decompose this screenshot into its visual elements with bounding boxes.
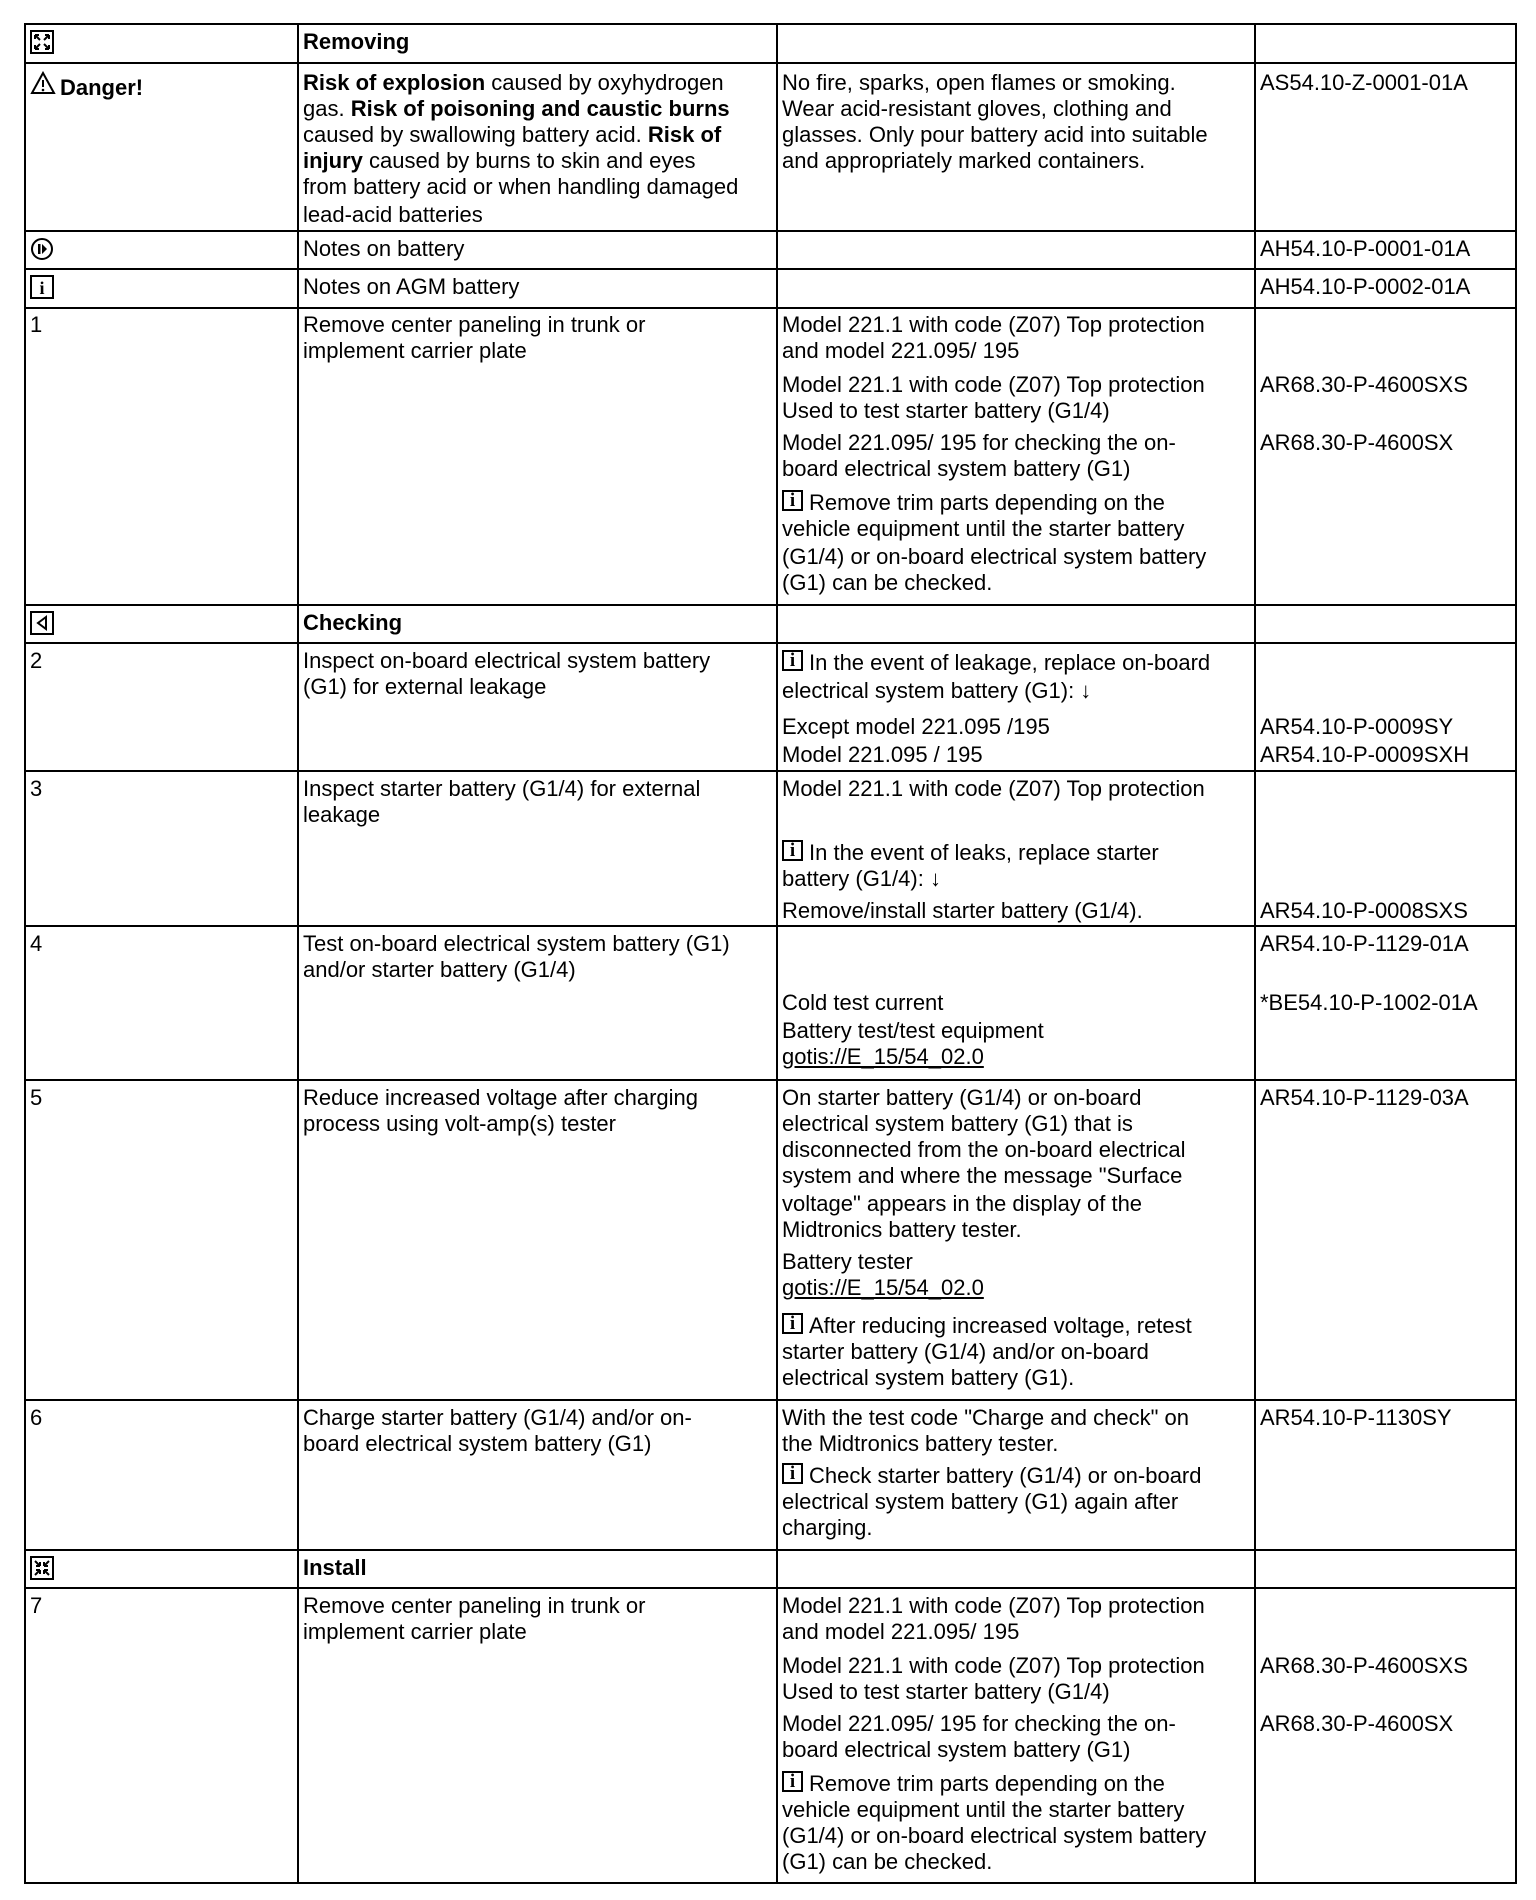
doc-ref: AR68.30-P-4600SXS — [1260, 1653, 1468, 1678]
hazard-run: caused by burns to skin and eyes — [362, 148, 696, 173]
step-text: implement carrier plate — [303, 1619, 527, 1644]
note-text: In the event of leaks, replace starter — [809, 840, 1159, 865]
hazard-run: caused by swallowing battery acid. — [303, 122, 648, 147]
note-line — [782, 456, 1130, 482]
note-line — [782, 1191, 1142, 1217]
note-line — [782, 544, 1206, 570]
gotis-link[interactable]: gotis://E_15/54_02.0 — [782, 1275, 984, 1300]
hazard-run: from battery acid or when handling damaged — [303, 174, 739, 199]
note-line — [782, 1489, 1178, 1515]
note-line — [782, 1737, 1130, 1763]
note-line — [782, 1313, 1192, 1339]
note-line — [782, 372, 1205, 398]
note-text: charging. — [782, 1515, 873, 1540]
note-line — [782, 1365, 1074, 1391]
warning-triangle-icon — [30, 71, 56, 95]
svg-text:i: i — [39, 278, 45, 298]
note-text: After reducing increased voltage, retest — [809, 1313, 1192, 1338]
doc-ref: AR54.10-P-1129-03A — [1260, 1085, 1469, 1110]
note-text: disconnected from the on-board electrical — [782, 1137, 1186, 1162]
note-line — [782, 96, 1172, 122]
note-line — [782, 1797, 1184, 1823]
step-text: Inspect on-board electrical system battery — [303, 648, 711, 673]
note-text: starter battery (G1/4) and/or on-board — [782, 1339, 1149, 1364]
hazard-line — [303, 202, 483, 228]
doc-ref: AR54.10-P-1130SY — [1260, 1405, 1452, 1430]
doc-ref: AS54.10-Z-0001-01A — [1260, 70, 1468, 95]
note-text: Model 221.1 with code (Z07) Top protection — [782, 1593, 1205, 1618]
note-text: No fire, sparks, open flames or smoking. — [782, 70, 1176, 95]
doc-ref: AR68.30-P-4600SX — [1260, 430, 1454, 455]
note-line — [782, 866, 941, 892]
note-text: board electrical system battery (G1) — [782, 1737, 1131, 1762]
note-line — [782, 1275, 984, 1301]
step-number: 6 — [30, 1405, 43, 1430]
note-line — [782, 1619, 1019, 1645]
doc-ref: AH54.10-P-0001-01A — [1260, 236, 1471, 261]
step-notes-agm: Notes on AGM battery — [303, 274, 520, 299]
step-text: Reduce increased voltage after charging — [303, 1085, 699, 1110]
hazard-line — [303, 174, 738, 200]
note-text: battery (G1/4): ↓ — [782, 866, 941, 891]
info-icon: i — [782, 1313, 803, 1334]
info-icon: i — [782, 650, 803, 671]
note-text: Model 221.095/ 195 for checking the on- — [782, 430, 1176, 455]
note-text: Model 221.1 with code (Z07) Top protection — [782, 1653, 1205, 1678]
hazard-emphasis: Risk of explosion — [303, 70, 486, 95]
step-number: 2 — [30, 648, 43, 673]
doc-ref: AR54.10-P-0009SXH — [1260, 742, 1470, 767]
note-line — [782, 430, 1176, 456]
step-number: 4 — [30, 931, 43, 956]
note-line — [782, 1249, 913, 1275]
step-removing: Removing — [303, 29, 410, 54]
note-line — [782, 148, 1145, 174]
step-text: (G1) for external leakage — [303, 674, 547, 699]
step-text: Inspect starter battery (G1/4) for external — [303, 776, 701, 801]
note-text: electrical system battery (G1) again after — [782, 1489, 1179, 1514]
note-line — [782, 398, 1110, 424]
info-icon: i — [782, 1771, 803, 1792]
note-line — [782, 1515, 873, 1541]
note-text: system and where the message "Surface — [782, 1163, 1183, 1188]
note-text: In the event of leakage, replace on-board — [809, 650, 1211, 675]
note-text: Cold test current — [782, 990, 944, 1015]
note-line — [782, 678, 1091, 704]
note-text: (G1/4) or on-board electrical system battery — [782, 544, 1207, 569]
note-line — [782, 490, 1165, 516]
note-text: Model 221.1 with code (Z07) Top protection — [782, 776, 1205, 801]
step-number: 5 — [30, 1085, 43, 1110]
note-text: electrical system battery (G1): ↓ — [782, 678, 1092, 703]
note-text: voltage" appears in the display of the — [782, 1191, 1143, 1216]
note-line — [782, 1849, 992, 1875]
hazard-line — [303, 148, 696, 174]
note-line — [782, 1405, 1189, 1431]
note-text: (G1) can be checked. — [782, 570, 993, 595]
step-text: implement carrier plate — [303, 338, 527, 363]
note-line — [782, 1111, 1133, 1137]
checking-icon — [30, 611, 54, 635]
note-text: and model 221.095/ 195 — [782, 1619, 1020, 1644]
note-text: and appropriately marked containers. — [782, 148, 1146, 173]
note-line — [782, 122, 1208, 148]
step-number: 1 — [30, 312, 43, 337]
note-line — [782, 1463, 1202, 1489]
note-text: board electrical system battery (G1) — [782, 456, 1131, 481]
note-text: Remove trim parts depending on the — [809, 490, 1165, 515]
doc-ref: AR54.10-P-0009SY — [1260, 714, 1454, 739]
install-icon — [30, 1556, 54, 1580]
doc-ref: AR68.30-P-4600SXS — [1260, 372, 1468, 397]
doc-ref: AR54.10-P-1129-01A — [1260, 931, 1469, 956]
note-text: (G1/4) or on-board electrical system battery — [782, 1823, 1207, 1848]
step-text: and/or starter battery (G1/4) — [303, 957, 576, 982]
step-text: Charge starter battery (G1/4) and/or on- — [303, 1405, 692, 1430]
note-line — [782, 338, 1019, 364]
doc-ref: AH54.10-P-0002-01A — [1260, 274, 1471, 299]
hazard-line — [303, 122, 721, 148]
hazard-run: lead-acid batteries — [303, 202, 483, 227]
hazard-run: gas. — [303, 96, 351, 121]
note-text: Remove/install starter battery (G1/4). — [782, 898, 1143, 923]
note-line — [782, 1653, 1205, 1679]
note-text: (G1) can be checked. — [782, 1849, 993, 1874]
note-text: Except model 221.095 /195 — [782, 714, 1050, 739]
note-line — [782, 714, 1050, 740]
note-text: electrical system battery (G1). — [782, 1365, 1075, 1390]
step-text: Test on-board electrical system battery (G1) — [303, 931, 730, 956]
hazard-emphasis: Risk of poisoning and caustic burns — [350, 96, 730, 121]
step-text: Remove center paneling in trunk or — [303, 312, 646, 337]
note-text: the Midtronics battery tester. — [782, 1431, 1059, 1456]
hazard-emphasis: injury — [303, 148, 363, 173]
note-text: Model 221.1 with code (Z07) Top protection — [782, 372, 1205, 397]
info-icon: i — [782, 1463, 803, 1484]
note-line — [782, 70, 1176, 96]
hazard-line — [303, 70, 724, 96]
note-line — [782, 1044, 984, 1070]
info-icon: i — [782, 840, 803, 861]
note-text: Used to test starter battery (G1/4) — [782, 1679, 1110, 1704]
note-line — [782, 1823, 1206, 1849]
step-notes-battery: Notes on battery — [303, 236, 465, 261]
note-text: Wear acid-resistant gloves, clothing and — [782, 96, 1172, 121]
note-line — [782, 1711, 1176, 1737]
note-text: Model 221.095 / 195 — [782, 742, 983, 767]
note-text: glasses. Only pour battery acid into suitable — [782, 122, 1208, 147]
note-line — [782, 516, 1184, 542]
note-line — [782, 990, 943, 1016]
note-line — [782, 742, 983, 768]
doc-ref: AR68.30-P-4600SX — [1260, 1711, 1454, 1736]
danger-label: Danger! — [60, 75, 144, 100]
note-line — [782, 1018, 1044, 1044]
note-text: Used to test starter battery (G1/4) — [782, 398, 1110, 423]
note-text: vehicle equipment until the starter battery — [782, 516, 1185, 541]
note-text: and model 221.095/ 195 — [782, 338, 1020, 363]
battery-notes-icon — [30, 237, 54, 261]
note-text: Check starter battery (G1/4) or on-board — [809, 1463, 1202, 1488]
note-line — [782, 1085, 1142, 1111]
note-line — [782, 312, 1205, 338]
hazard-run: caused by oxyhydrogen — [485, 70, 724, 95]
note-text: Remove trim parts depending on the — [809, 1771, 1165, 1796]
info-icon — [30, 275, 54, 299]
step-number: 3 — [30, 776, 43, 801]
doc-ref: AR54.10-P-0008SXS — [1260, 898, 1468, 923]
removing-icon — [30, 30, 54, 54]
note-text: Battery test/test equipment — [782, 1018, 1044, 1043]
gotis-link[interactable]: gotis://E_15/54_02.0 — [782, 1044, 984, 1069]
step-text: Remove center paneling in trunk or — [303, 1593, 646, 1618]
note-line — [782, 776, 1205, 802]
hazard-line — [303, 96, 730, 122]
note-text: Model 221.1 with code (Z07) Top protection — [782, 312, 1205, 337]
step-text: leakage — [303, 802, 381, 827]
note-text: vehicle equipment until the starter battery — [782, 1797, 1185, 1822]
note-line — [782, 570, 992, 596]
note-text: Midtronics battery tester. — [782, 1217, 1022, 1242]
note-line — [782, 1217, 1022, 1243]
note-text: electrical system battery (G1) that is — [782, 1111, 1133, 1136]
note-line — [782, 898, 1143, 924]
note-text: Model 221.095/ 195 for checking the on- — [782, 1711, 1176, 1736]
step-text: board electrical system battery (G1) — [303, 1431, 652, 1456]
step-number: 7 — [30, 1593, 43, 1618]
note-line — [782, 650, 1210, 676]
step-checking: Checking — [303, 610, 403, 635]
note-line — [782, 840, 1159, 866]
step-text: process using volt-amp(s) tester — [303, 1111, 616, 1136]
note-line — [782, 1593, 1205, 1619]
note-text: Battery tester — [782, 1249, 913, 1274]
note-text: On starter battery (G1/4) or on-board — [782, 1085, 1142, 1110]
note-text: With the test code "Charge and check" on — [782, 1405, 1189, 1430]
note-line — [782, 1163, 1182, 1189]
doc-ref: *BE54.10-P-1002-01A — [1260, 990, 1478, 1015]
note-line — [782, 1679, 1110, 1705]
note-line — [782, 1137, 1186, 1163]
info-icon: i — [782, 490, 803, 511]
note-line — [782, 1431, 1058, 1457]
note-line — [782, 1339, 1149, 1365]
note-line — [782, 1771, 1165, 1797]
step-install: Install — [303, 1555, 367, 1580]
hazard-emphasis: Risk of — [647, 122, 722, 147]
